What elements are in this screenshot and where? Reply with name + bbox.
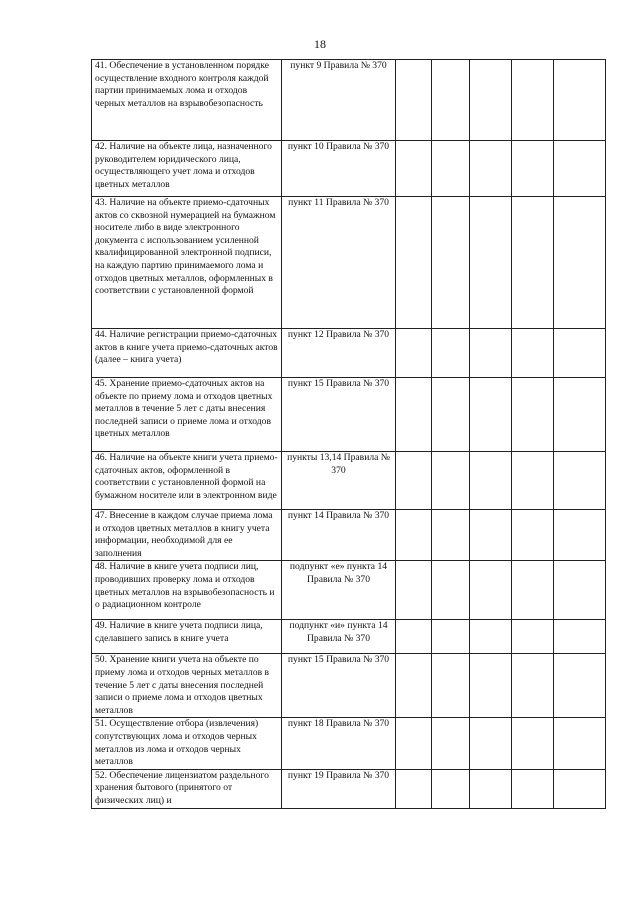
check-cell [432, 197, 470, 329]
check-cell [512, 197, 554, 329]
notes-cell [554, 620, 606, 654]
check-cell [396, 60, 432, 141]
check-cell [512, 329, 554, 378]
check-cell [432, 769, 470, 808]
notes-cell [554, 452, 606, 510]
table-row [92, 510, 606, 561]
check-cell [470, 510, 512, 561]
check-cell [396, 654, 432, 718]
check-cell [470, 620, 512, 654]
table-row [92, 60, 606, 141]
table-row [92, 197, 606, 329]
requirement-cell: 47. Внесение в каждом случае приема лома и отходов цветных металлов в книгу учета информации, необходимой для ее заполнения [92, 510, 282, 561]
check-cell [512, 718, 554, 769]
check-cell [512, 452, 554, 510]
check-cell [432, 654, 470, 718]
check-cell [432, 510, 470, 561]
notes-cell [554, 329, 606, 378]
check-cell [396, 197, 432, 329]
requirement-cell: 50. Хранение книги учета на объекте по приему лома и отходов черных металлов в течение 5 лет с даты внесения последней записи о приеме лома и отходов цветных металлов [92, 654, 282, 718]
check-cell [512, 141, 554, 197]
check-cell [432, 452, 470, 510]
reference-cell: пункт 9 Правила № 370 [282, 60, 396, 141]
notes-cell [554, 378, 606, 452]
reference-cell: пункт 15 Правила № 370 [282, 654, 396, 718]
check-cell [432, 141, 470, 197]
check-cell [470, 141, 512, 197]
check-cell [512, 620, 554, 654]
table-row [92, 378, 606, 452]
check-cell [470, 718, 512, 769]
reference-cell: пункты 13,14 Правила № 370 [282, 452, 396, 510]
check-cell [470, 329, 512, 378]
requirement-cell: 52. Обеспечение лицензиатом раздельного хранения бытового (принятого от физических лиц) и [92, 769, 282, 808]
reference-cell: пункт 14 Правила № 370 [282, 510, 396, 561]
notes-cell [554, 197, 606, 329]
check-cell [470, 60, 512, 141]
requirement-cell: 43. Наличие на объекте приемо-сдаточных актов со сквозной нумерацией на бумажном носителе либо в виде электронного документа с использованием усиленной квалифицированной электронной подписи, на каждую партию принимаемого лома и отходов цветных металлов, оформленных в соответствии с установленной формой [92, 197, 282, 329]
reference-cell: подпункт «е» пункта 14 Правила № 370 [282, 561, 396, 620]
check-cell [512, 510, 554, 561]
notes-cell [554, 510, 606, 561]
notes-cell [554, 60, 606, 141]
requirement-cell: 42. Наличие на объекте лица, назначенного руководителем юридического лица, осуществляющего учет лома и отходов цветных металлов [92, 141, 282, 197]
notes-cell [554, 561, 606, 620]
check-cell [396, 620, 432, 654]
check-cell [432, 378, 470, 452]
table-row [92, 141, 606, 197]
table-row [92, 561, 606, 620]
check-cell [396, 769, 432, 808]
table-row [92, 654, 606, 718]
reference-cell: пункт 10 Правила № 370 [282, 141, 396, 197]
requirement-cell: 41. Обеспечение в установленном порядке осуществление входного контроля каждой партии принимаемых лома и отходов черных металлов на взрывобезопасность [92, 60, 282, 141]
requirement-cell: 48. Наличие в книге учета подписи лиц, проводивших проверку лома и отходов цветных металлов на взрывобезопасность и о радиационном контроле [92, 561, 282, 620]
check-cell [396, 378, 432, 452]
check-cell [432, 718, 470, 769]
check-cell [432, 561, 470, 620]
check-cell [396, 329, 432, 378]
notes-cell [554, 141, 606, 197]
check-cell [512, 378, 554, 452]
check-cell [512, 769, 554, 808]
check-cell [470, 452, 512, 510]
reference-cell: пункт 18 Правила № 370 [282, 718, 396, 769]
requirement-cell: 51. Осуществление отбора (извлечения) сопутствующих лома и отходов черных металлов из лома и отходов черных металлов [92, 718, 282, 769]
reference-cell: подпункт «и» пункта 14 Правила № 370 [282, 620, 396, 654]
requirement-cell: 49. Наличие в книге учета подписи лица, сделавшего запись в книге учета [92, 620, 282, 654]
check-cell [470, 197, 512, 329]
table-row [92, 329, 606, 378]
requirement-cell: 45. Хранение приемо-сдаточных актов на объекте по приему лома и отходов цветных металлов в течение 5 лет с даты внесения последней записи о приеме лома и отходов цветных металлов [92, 378, 282, 452]
reference-cell: пункт 11 Правила № 370 [282, 197, 396, 329]
table-row [92, 769, 606, 808]
check-cell [512, 654, 554, 718]
reference-cell: пункт 12 Правила № 370 [282, 329, 396, 378]
table-row [92, 718, 606, 769]
check-cell [470, 561, 512, 620]
check-cell [470, 654, 512, 718]
requirement-cell: 44. Наличие регистрации приемо-сдаточных актов в книге учета приемо-сдаточных актов (далее – книга учета) [92, 329, 282, 378]
notes-cell [554, 654, 606, 718]
check-cell [396, 452, 432, 510]
check-cell [396, 510, 432, 561]
notes-cell [554, 718, 606, 769]
page-number: 18 [314, 37, 326, 51]
check-cell [396, 141, 432, 197]
requirement-cell: 46. Наличие на объекте книги учета приемо-сдаточных актов, оформленной в соответствии с установленной формой на бумажном носителе или в электронном виде [92, 452, 282, 510]
check-cell [432, 329, 470, 378]
check-cell [470, 378, 512, 452]
check-cell [396, 561, 432, 620]
notes-cell [554, 769, 606, 808]
check-cell [432, 60, 470, 141]
check-cell [512, 60, 554, 141]
check-cell [470, 769, 512, 808]
checklist-table [91, 59, 606, 809]
check-cell [432, 620, 470, 654]
table-row [92, 452, 606, 510]
reference-cell: пункт 15 Правила № 370 [282, 378, 396, 452]
table-row [92, 620, 606, 654]
check-cell [396, 718, 432, 769]
check-cell [512, 561, 554, 620]
reference-cell: пункт 19 Правила № 370 [282, 769, 396, 808]
